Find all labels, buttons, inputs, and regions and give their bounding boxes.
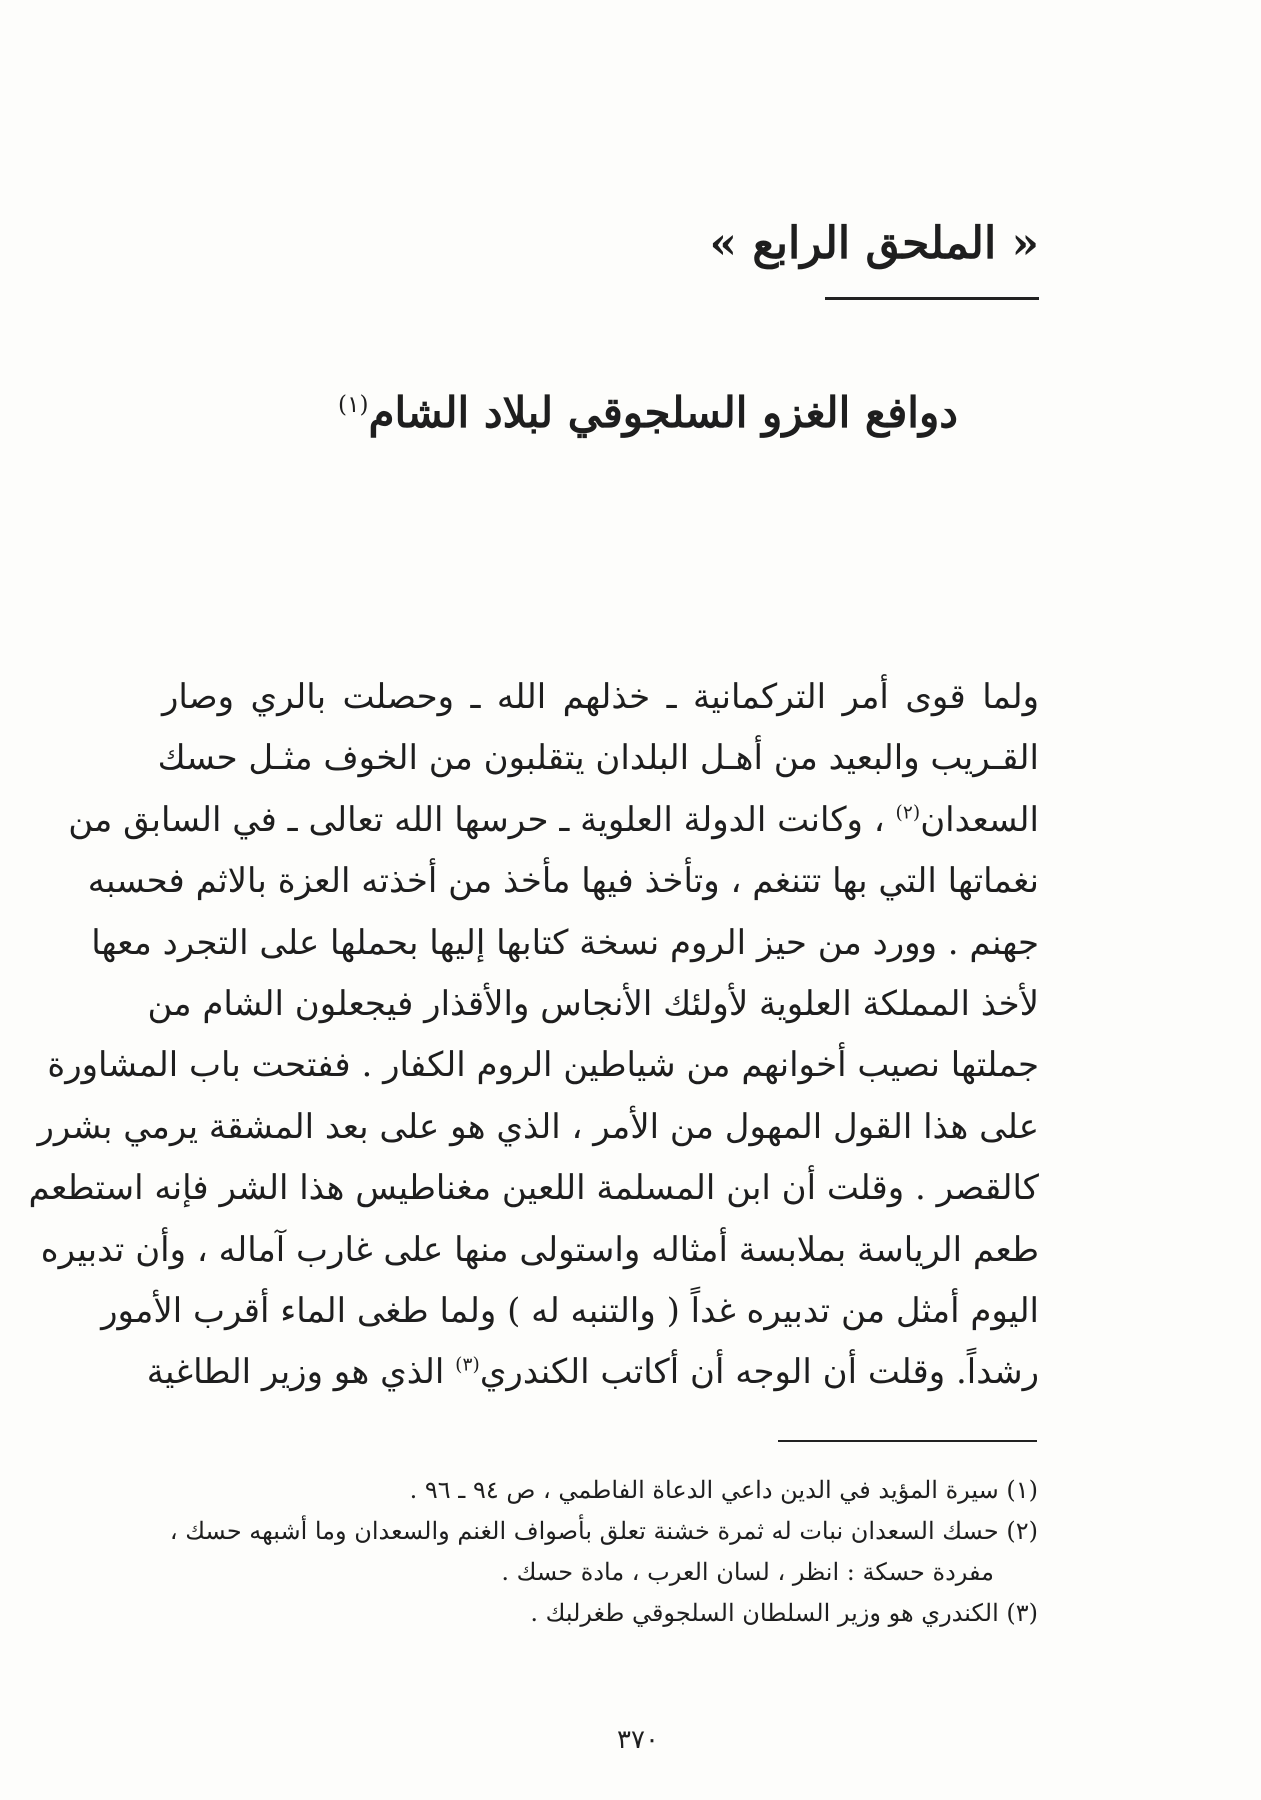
body-line-end: الذي هو وزير الطاغية <box>146 1352 456 1393</box>
footnote-1: (١) سيرة المؤيد في الدين داعي الدعاة الفاطمي ، ص ٩٤ ـ ٩٦ . <box>409 1476 1038 1504</box>
footnote-3: (٣) الكندري هو وزير السلطان السلجوقي طغرلبك . <box>530 1599 1038 1627</box>
body-line: كالقصر . وقلت أن ابن المسلمة اللعين مغناطيس هذا الشر فإنه استطعم <box>28 1168 1039 1209</box>
body-line: القـريب والبعيد من أهـل البلدان يتقلبون من الخوف مثـل حسك <box>157 738 1039 779</box>
body-line: نغماتها التي بها تتنغم ، وتأخذ فيها مأخذ من أخذته العزة بالاثم فحسبه <box>87 861 1039 902</box>
body-paragraph <box>28 667 1039 1404</box>
chapter-title <box>0 388 1261 437</box>
body-line: اليوم أمثل من تدبيره غداً ( والتنبه له ) ولما طغى الماء أقرب الأمور <box>101 1291 1039 1332</box>
footnote-ref-2[interactable]: (٢) <box>895 802 921 824</box>
body-line: جملتها نصيب أخوانهم من شياطين الروم الكفار . ففتحت باب المشاورة <box>47 1045 1039 1086</box>
body-line-start: رشداً. وقلت أن الوجه أن أكاتب الكندري <box>479 1352 1039 1393</box>
body-line <box>146 1342 1039 1403</box>
appendix-title-underline <box>825 297 1039 300</box>
footnote-2: (٢) حسك السعدان نبات له ثمرة خشنة تعلق بأصواف الغنم والسعدان وما أشبهه حسك ، <box>169 1517 1038 1545</box>
appendix-title: « الملحق الرابع » <box>709 218 1039 269</box>
footnote-ref-3[interactable]: (٣) <box>455 1355 480 1377</box>
footnote-2-continuation: مفردة حسكة : انظر ، لسان العرب ، مادة حسك . <box>501 1558 994 1586</box>
body-line <box>68 790 1039 851</box>
body-line-start: السعدان <box>920 799 1039 840</box>
body-line-end: ، وكانت الدولة العلوية ـ حرسها الله تعالى ـ في السابق من <box>68 799 896 840</box>
page-number: ٣٧٠ <box>617 1725 659 1755</box>
body-line: لأخذ المملكة العلوية لأولئك الأنجاس والأقذار فيجعلون الشام من <box>147 984 1039 1025</box>
body-line: ولما قوى أمر التركمانية ـ خذلهم الله ـ وحصلت بالري وصار <box>162 677 1039 717</box>
body-line: طعم الرياسة بملابسة أمثاله واستولى منها على غارب آماله ، وأن تدبيره <box>40 1229 1039 1270</box>
body-line: جهنم . وورد من حيز الروم نسخة كتابها إليها بحملها على التجرد معها <box>91 922 1039 963</box>
body-line: على هذا القول المهول من الأمر ، الذي هو على بعد المشقة يرمي بشرر <box>37 1106 1039 1147</box>
footnote-separator <box>778 1440 1037 1442</box>
chapter-title-text: دوافع الغزو السلجوقي لبلاد الشام <box>368 388 958 437</box>
footnotes <box>169 1470 1038 1634</box>
footnote-ref-1[interactable]: (١) <box>338 392 369 418</box>
